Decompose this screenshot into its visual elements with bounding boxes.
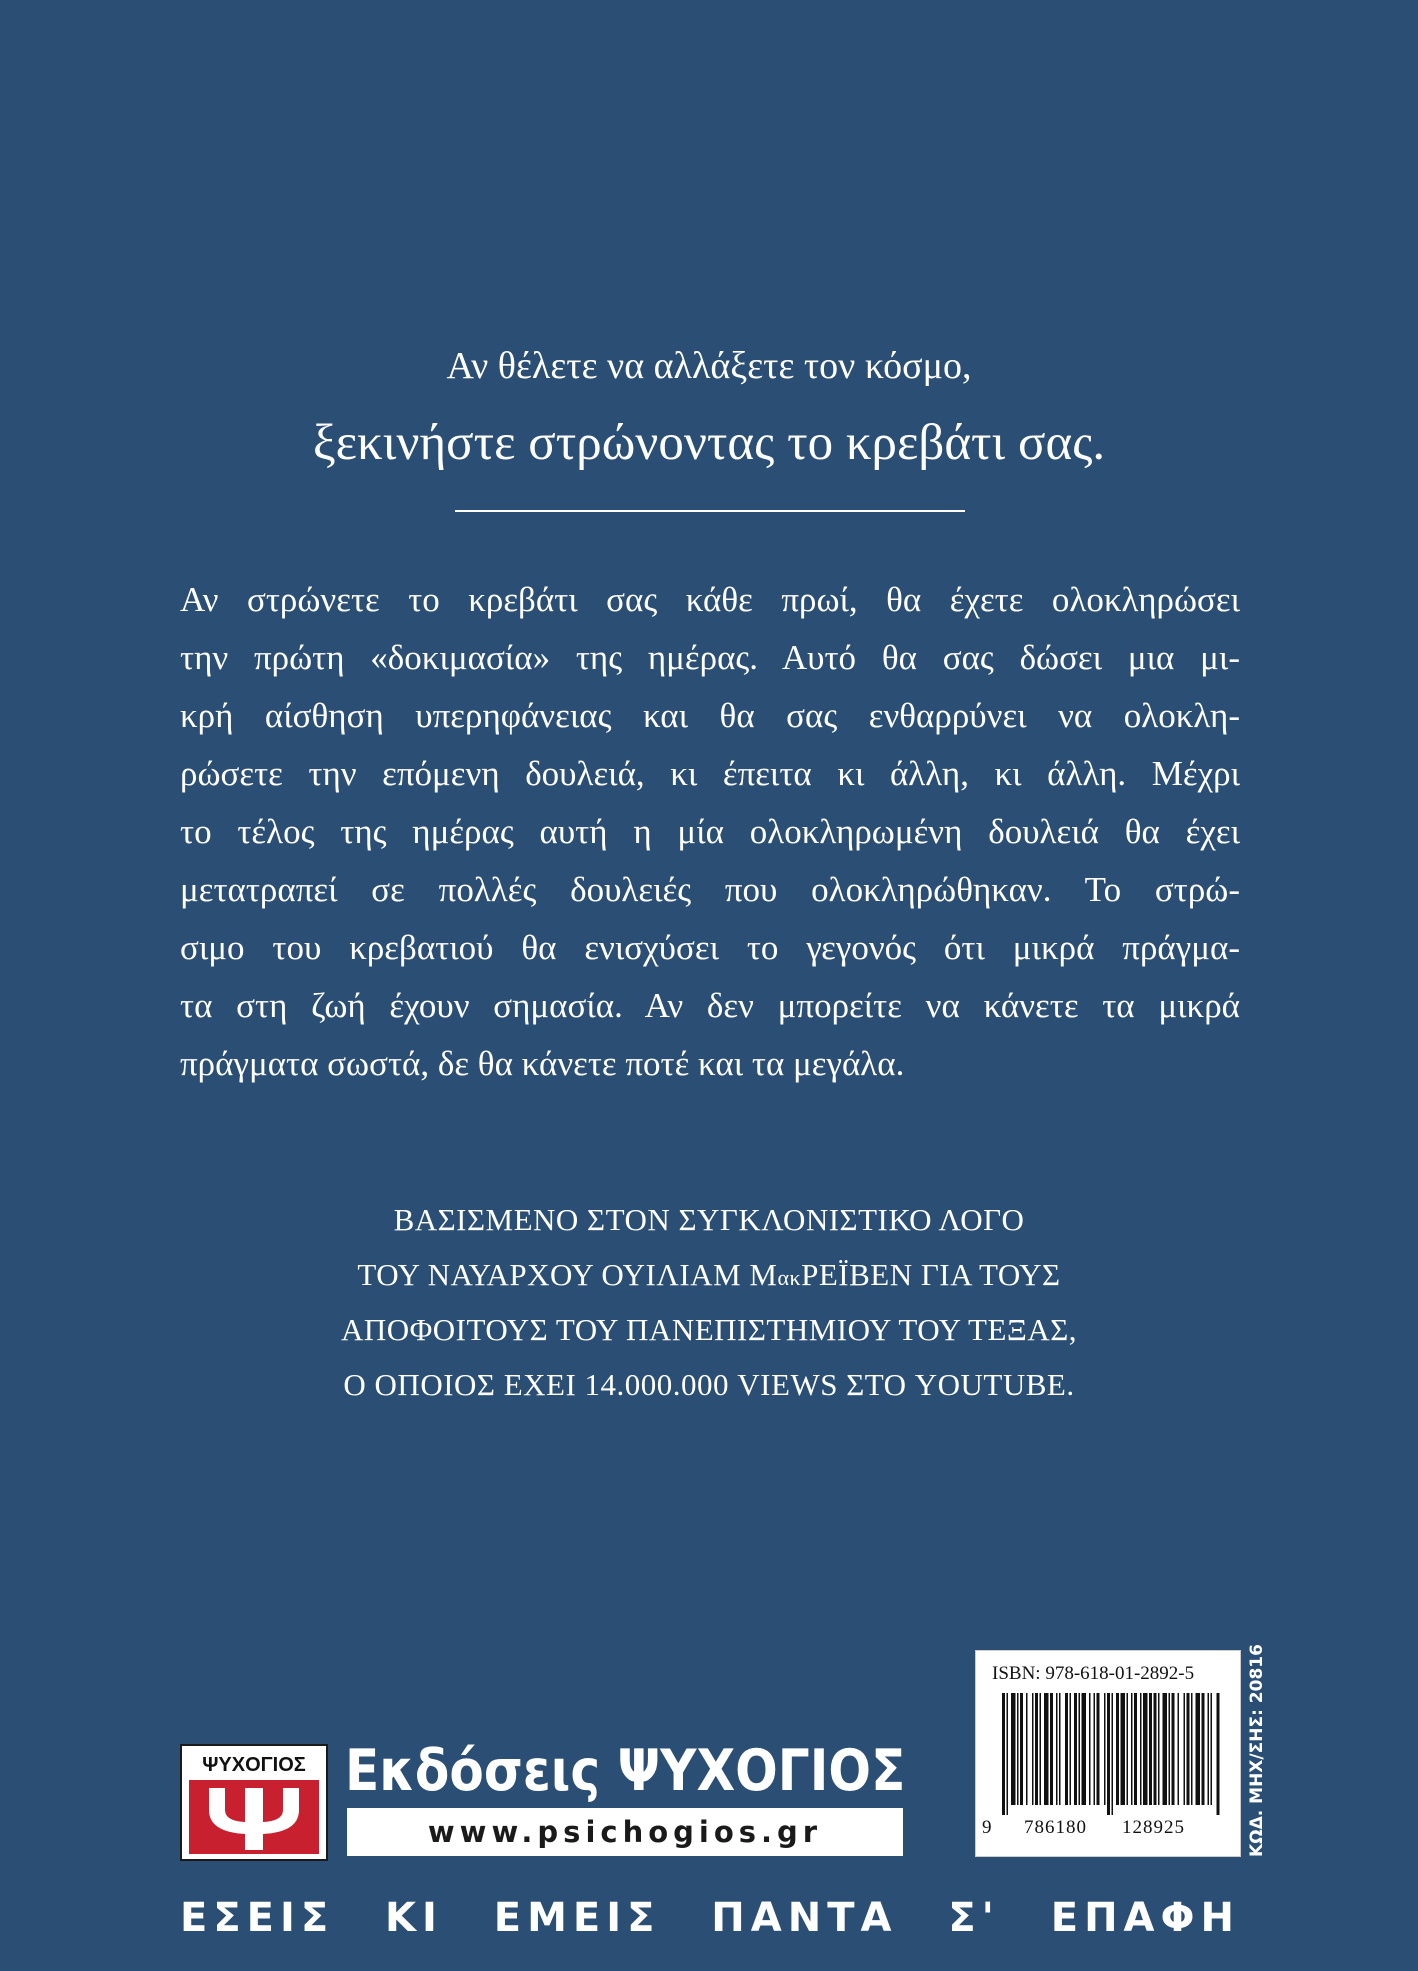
tagline-line-2: ξεκινήστε στρώνοντας το κρεβάτι σας. (312, 415, 1106, 471)
blurb-paragraph (180, 571, 1240, 1093)
description-text: ακ (777, 1265, 802, 1290)
blurb-line: σιμο του κρεβατιού θα ενισχύσει το γεγονός ότι μικρά πράγμα- (180, 928, 1240, 967)
blurb-line: ρώσετε την επόμενη δουλειά, κι έπειτα κι άλλη, κι άλλη. Μέχρι (180, 754, 1240, 793)
publisher-logo (180, 1744, 328, 1861)
isbn-barcode-block (975, 1650, 1241, 1857)
isbn-label: ISBN: 978-618-01-2892-5 (992, 1663, 1195, 1684)
blurb-line: πράγματα σωστά, δε θα κάνετε ποτέ και τα μεγάλα. (180, 1044, 905, 1083)
tagline-line-1: Αν θέλετε να αλλάξετε τον κόσμο, (446, 345, 972, 387)
barcode-icon (988, 1693, 1230, 1815)
description-line: Ο ΟΠΟΙΟΣ ΕΧΕΙ 14.000.000 VIEWS ΣΤΟ YOUTUBE. (343, 1367, 1075, 1402)
publisher-slogan: ΕΣΕΙΣ ΚΙ ΕΜΕΙΣ ΠΑΝΤΑ Σ' ΕΠΑΦΗ (180, 1895, 1240, 1941)
barcode-digits-left: 786180 (1024, 1817, 1087, 1838)
book-description (0, 1192, 1418, 1412)
product-code: ΚΩΔ. ΜΗΧ/ΣΗΣ: 20816 (1247, 1644, 1267, 1857)
divider-rule (455, 510, 965, 512)
publisher-name: Εκδόσεις ΨΥΧΟΓΙΟΣ (345, 1738, 906, 1804)
publisher-website[interactable]: www.psichogios.gr (347, 1808, 903, 1856)
barcode-digits-right: 128925 (1122, 1817, 1185, 1838)
description-text: ΡΕΪΒΕΝ ΓΙΑ ΤΟΥΣ (801, 1257, 1061, 1292)
blurb-line: τα στη ζωή έχουν σημασία. Αν δεν μπορείτε να κάνετε τα μικρά (180, 986, 1240, 1025)
description-text: ΤΟΥ ΝΑΥΑΡΧΟΥ ΟΥΙΛΙΑΜ Μ (357, 1257, 778, 1292)
blurb-line: το τέλος της ημέρας αυτή η μία ολοκληρωμένη δουλειά θα έχει (180, 812, 1240, 851)
description-line (0, 1247, 1418, 1302)
psi-emblem-icon (189, 1780, 319, 1852)
description-line: ΑΠΟΦΟΙΤΟΥΣ ΤΟΥ ΠΑΝΕΠΙΣΤΗΜΙΟΥ ΤΟΥ ΤΕΞΑΣ, (340, 1312, 1078, 1347)
blurb-line: κρή αίσθηση υπερηφάνειας και θα σας ενθαρρύνει να ολοκλη- (180, 696, 1240, 735)
description-line: ΒΑΣΙΣΜΕΝΟ ΣΤΟΝ ΣΥΓΚΛΟΝΙΣΤΙΚΟ ΛΟΓΟ (393, 1202, 1025, 1237)
barcode-digit-first: 9 (982, 1817, 992, 1838)
blurb-line: Αν στρώνετε το κρεβάτι σας κάθε πρωί, θα έχετε ολοκληρώσει (180, 580, 1240, 619)
blurb-line: την πρώτη «δοκιμασία» της ημέρας. Αυτό θα σας δώσει μια μι- (180, 638, 1240, 677)
logo-wordmark: ΨΥΧΟΓΙΟΣ (182, 1749, 326, 1781)
blurb-line: μετατραπεί σε πολλές δουλειές που ολοκληρώθηκαν. Το στρώ- (180, 870, 1240, 909)
